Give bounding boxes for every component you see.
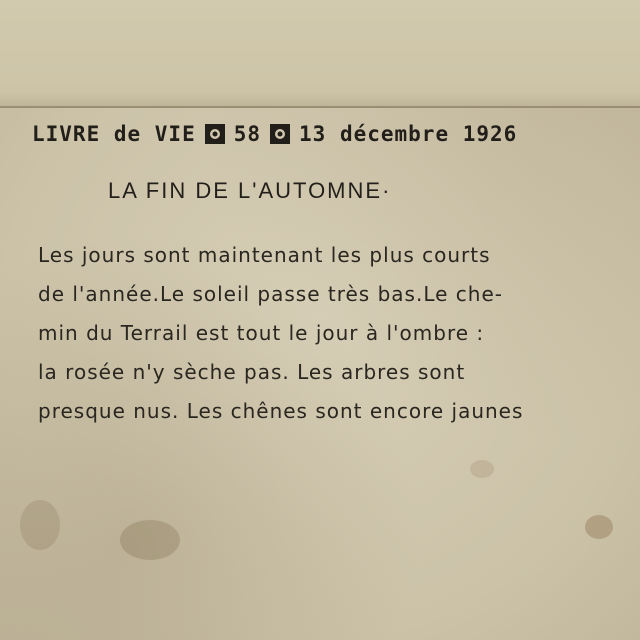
fleuron-icon xyxy=(204,123,226,145)
paper-stain xyxy=(20,500,60,550)
paper-stain xyxy=(585,515,613,539)
body-paragraph xyxy=(38,236,558,431)
paper-stain xyxy=(120,520,180,560)
fold-line xyxy=(0,106,640,108)
header-line xyxy=(32,116,552,152)
paper-stain xyxy=(470,460,494,478)
page-title: LA FIN DE L'AUTOMNE· xyxy=(108,178,392,203)
fleuron-icon xyxy=(269,123,291,145)
issue-number: 58 xyxy=(233,122,262,146)
folded-top-strip xyxy=(0,0,640,108)
text-line: de l'année.Le soleil passe très bas.Le che- xyxy=(38,282,503,306)
text-line: presque nus. Les chênes sont encore jaunes xyxy=(38,399,524,423)
text-line: la rosée n'y sèche pas. Les arbres sont xyxy=(38,360,466,384)
publication-name: LIVRE de VIE xyxy=(32,122,196,146)
text-line: Les jours sont maintenant les plus courts xyxy=(38,243,491,267)
text-line: min du Terrail est tout le jour à l'ombre : xyxy=(38,321,485,345)
issue-date: 13 décembre 1926 xyxy=(299,122,518,146)
